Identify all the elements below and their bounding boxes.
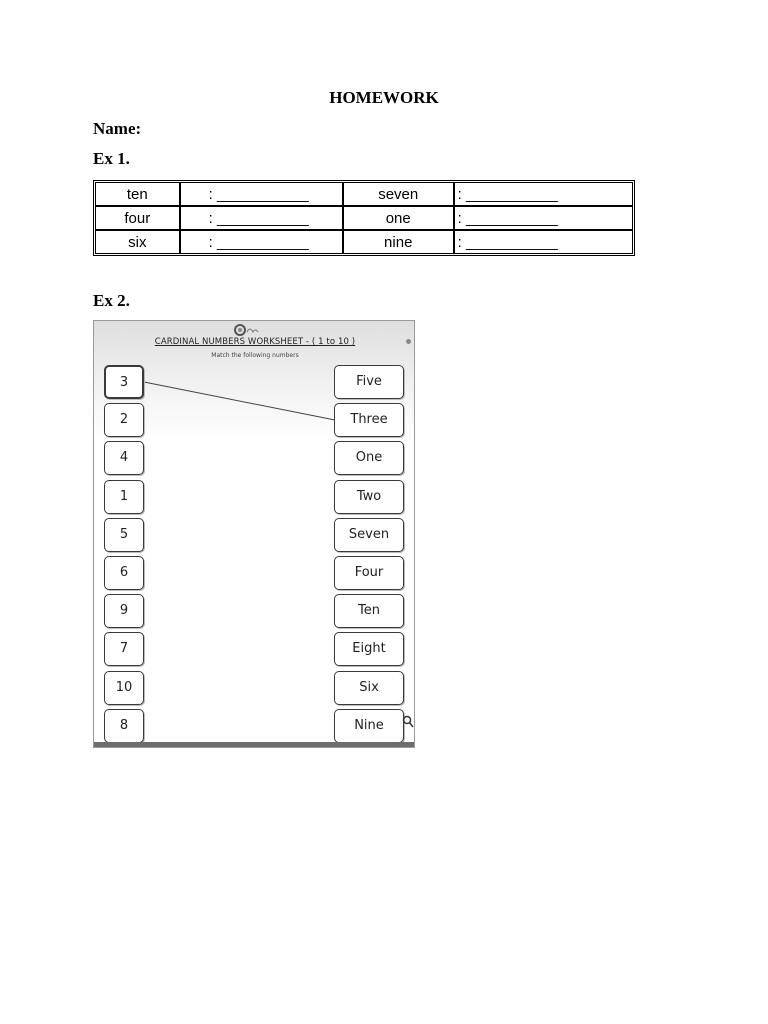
answer-blank[interactable]: : ___________ xyxy=(180,182,343,206)
word-cell: ten xyxy=(95,182,180,206)
ex2-label: Ex 2. xyxy=(93,291,130,310)
name-label: Name: xyxy=(93,119,142,138)
number-box: 6 xyxy=(104,556,144,590)
number-box: 8 xyxy=(104,709,144,743)
answer-blank[interactable]: : ___________ xyxy=(180,230,343,254)
word-box: One xyxy=(334,441,404,475)
table-row xyxy=(95,182,633,206)
word-box: Five xyxy=(334,365,404,399)
search-icon xyxy=(402,715,414,729)
word-box: Eight xyxy=(334,632,404,666)
word-box: Three xyxy=(334,403,404,437)
word-box: Six xyxy=(334,671,404,705)
number-box: 2 xyxy=(104,403,144,437)
word-cell: one xyxy=(343,206,454,230)
answer-blank[interactable]: : ___________ xyxy=(454,206,633,230)
number-box: 10 xyxy=(104,671,144,705)
word-box: Seven xyxy=(334,518,404,552)
ex1-table xyxy=(93,180,635,256)
word-cell: nine xyxy=(343,230,454,254)
word-cell: six xyxy=(95,230,180,254)
worksheet-image xyxy=(93,320,415,748)
word-box: Ten xyxy=(334,594,404,628)
number-box: 5 xyxy=(104,518,144,552)
word-box: Nine xyxy=(334,709,404,743)
table-row xyxy=(95,206,633,230)
answer-blank[interactable]: : ___________ xyxy=(454,182,633,206)
number-box: 9 xyxy=(104,594,144,628)
number-box: 7 xyxy=(104,632,144,666)
answer-blank[interactable]: : ___________ xyxy=(454,230,633,254)
worksheet-subtitle: Match the following numbers xyxy=(211,352,299,359)
worksheet-bottom-edge xyxy=(94,742,414,747)
page-title: HOMEWORK xyxy=(329,88,439,107)
number-box: 1 xyxy=(104,480,144,514)
word-cell: four xyxy=(95,206,180,230)
number-box: 3 xyxy=(104,365,144,399)
word-cell: seven xyxy=(343,182,454,206)
word-box: Two xyxy=(334,480,404,514)
table-row xyxy=(95,230,633,254)
word-box: Four xyxy=(334,556,404,590)
ex1-label: Ex 1. xyxy=(93,149,130,168)
worksheet-title: CARDINAL NUMBERS WORKSHEET - ( 1 to 10 ) xyxy=(154,337,356,347)
answer-blank[interactable]: : ___________ xyxy=(180,206,343,230)
number-box: 4 xyxy=(104,441,144,475)
